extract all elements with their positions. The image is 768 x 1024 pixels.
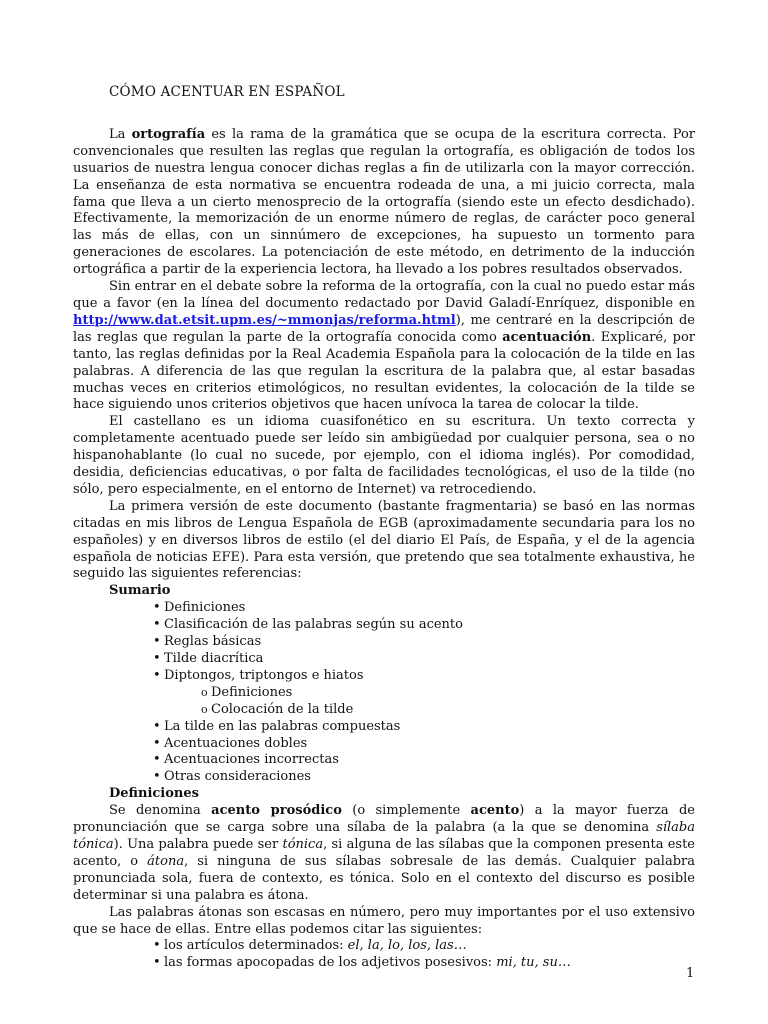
document-title: CÓMO ACENTUAR EN ESPAÑOL [109,84,345,100]
list-item: • Reglas básicas [73,634,695,651]
list-item: • Diptongos, triptongos e hiatos [73,668,695,685]
sub-list-item: o Colocación de la tilde [73,702,695,719]
sumario-list-continued [73,719,695,787]
paragraph-reforma [73,279,695,414]
sumario-sublist [73,685,695,719]
document-body [73,84,695,972]
text-run: La [109,126,132,142]
italic-term: mi, tu, su… [496,955,571,971]
bold-term: acento [470,803,520,819]
list-item: • Otras consideraciones [73,769,695,786]
paragraph-acento [73,803,695,904]
list-item: • Definiciones [73,600,695,617]
italic-term: átona [147,853,185,869]
paragraph-primera-version: La primera versión de este documento (bastante fragmentaria) se basó en las normas citadas en mis libros de Lengua Española de EGB (aproximadamente secundaria para los no españoles) y en diversos libros de estilo (el del diario El País, de España, y el de la agencia española de noticias EFE). Para esta versión, que pretendo que sea totalmente exhaustiva, he seguido las siguientes referencias: [73,498,695,582]
paragraph-atonas: Las palabras átonas son escasas en número, pero muy importantes por el uso extensivo que se hace de ellas. Entre ellas podemos citar las siguientes: [73,904,695,937]
italic-term: sílaba tónica [73,820,695,852]
italic-term: el, la, lo, los, las… [347,938,467,954]
text-run: Se denomina [109,803,212,819]
list-item [73,955,695,972]
list-item: • Clasificación de las palabras según su acento [73,617,695,634]
paragraph-castellano: El castellano es un idioma cuasifonético en su escritura. Un texto correcta y completamente acentuado puede ser leído sin ambigüedad por cualquier persona, sea o no hispanohablante (lo cual no sucede, por ejemplo, con el idioma inglés). Por comodidad, desidia, deficiencias educativas, o por falta de facilidades tecnológicas, el uso de la tilde (no sólo, pero especialmente, en el entorno de Internet) va retrocediendo. [73,414,695,497]
text-run: . Explicaré, por tanto, las reglas definidas por la Real Academia Española para la colocación de la tilde en las palabras. A diferencia de las que regulan la escritura de la palabra que, al estar basadas muchas veces en criterios etimológicos, no resultan evidentes, la colocación de la tilde se hace siguiendo unos criterios objetivos que hacen unívoca la tarea de colocar la tilde. [73,329,695,413]
text-run: ). Una palabra puede ser [113,836,283,852]
list-item: • Acentuaciones dobles [73,736,695,753]
text-run: ) a la mayor fuerza de pronunciación que se carga sobre una sílaba de la palabra (a la que se denomina [73,803,695,836]
text-run: las formas apocopadas de los adjetivos posesivos: [164,955,497,971]
sub-list-item: o Definiciones [73,685,695,702]
bold-term: ortografía [131,126,206,142]
bold-term: acento prosódico [211,803,342,819]
page-number: 1 [686,966,695,981]
text-run: , si alguna de las sílabas que la componen presenta este acento, o [73,836,695,869]
reforma-link[interactable]: http://www.dat.etsit.upm.es/~mmonjas/reforma.html [73,312,456,328]
atonas-list [73,938,695,972]
text-run: , si ninguna de sus sílabas sobresale de las demás. Cualquier palabra pronunciada sola, fuera de contexto, es tónica. Solo en el contexto del discurso es posible determinar si una palabra es átona. [73,853,695,903]
text-run: es la rama de la gramática que se ocupa de la escritura correcta. Por convencionales que resulten las reglas que regulan la ortografía, es obligación de todos los usuarios de nuestra lengua conocer dichas reglas a fin de utilizarla con la mayor corrección. La enseñanza de esta normativa se encuentra rodeada de una, a mi juicio correcta, mala fama que lleva a un cierto menosprecio de la ortografía (siendo este un efecto desdichado). Efectivamente, la memorización de un enorme número de reglas, de carácter poco general las más de ellas, con un sinnúmero de excepciones, ha supuesto un tormento para generaciones de escolares. La potenciación de este método, en detrimento de la inducción ortográfica a partir de la experiencia lectora, ha llevado a los pobres resultados observados. [73,126,695,278]
list-item: • La tilde en las palabras compuestas [73,719,695,736]
sumario-list [73,600,695,685]
bold-term: acentuación [502,329,592,345]
paragraph-ortografia [73,127,695,279]
list-item: • Tilde diacrítica [73,651,695,668]
definiciones-heading: Definiciones [109,786,199,802]
text-run: ), me centraré en la descripción de las reglas que regulan la parte de la ortografía conocida como [73,312,695,345]
sumario-heading: Sumario [109,583,171,599]
list-item: • Acentuaciones incorrectas [73,752,695,769]
italic-term: tónica [282,836,324,852]
text-run: Sin entrar en el debate sobre la reforma de la ortografía, con la cual no puedo estar más que a favor (en la línea del documento redactado por David Galadí-Enríquez, disponible en [73,279,695,311]
text-run: (o simplemente [341,803,471,819]
text-run: los artículos determinados: [164,938,348,954]
list-item [73,938,695,955]
